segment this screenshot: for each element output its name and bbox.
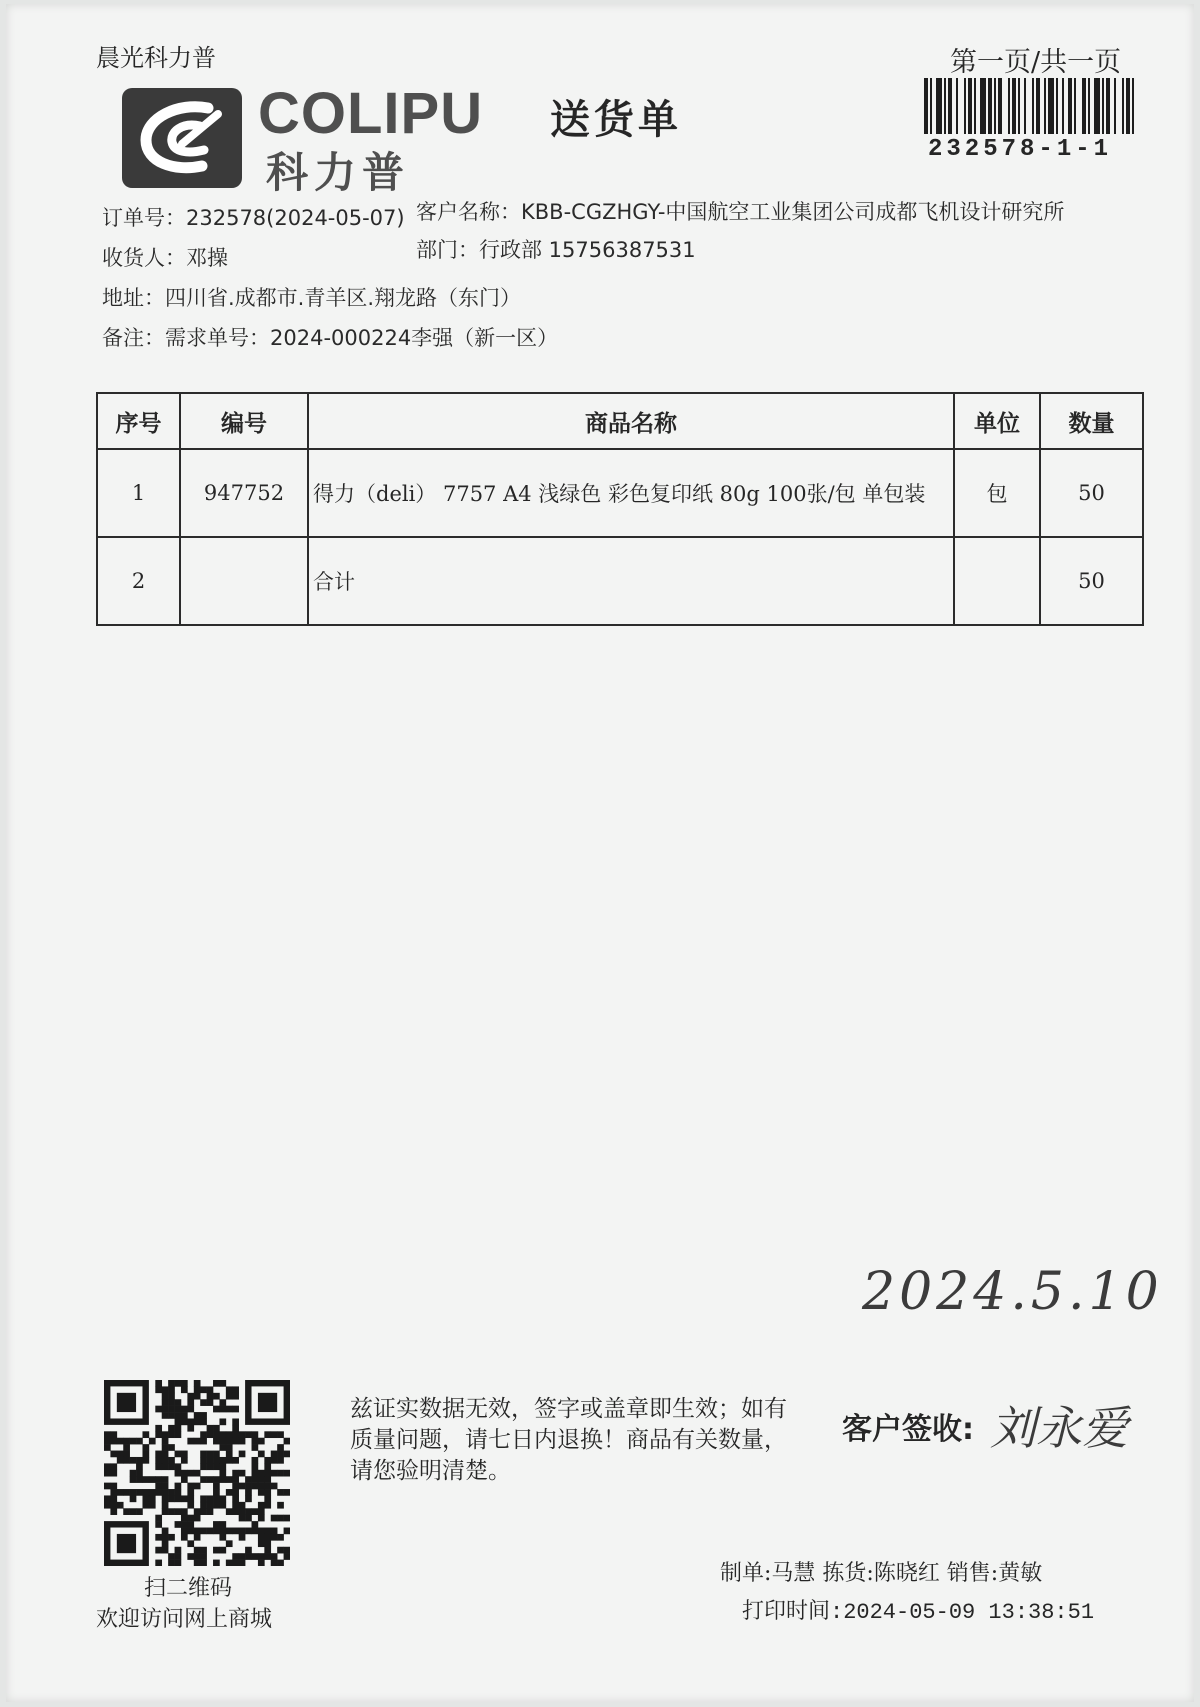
notice-text: 兹证实数据无效，签字或盖章即生效；如有质量问题，请七日内退换！商品有关数量，请您验明清楚。 (350, 1396, 787, 1484)
cell-quantity: 50 (1040, 449, 1143, 537)
cell-unit (954, 537, 1040, 625)
remark: 备注：需求单号：2024-000224李强（新一区） (102, 326, 559, 350)
qr-caption-mall: 欢迎访问网上商城 (96, 1607, 273, 1632)
qr-caption: 扫二维码 (144, 1576, 233, 1601)
customer-name: 客户名称：KBB-CGZHGY-中国航空工业集团公司成都飞机设计研究所 (416, 200, 1065, 224)
cell-quantity: 50 (1040, 537, 1143, 625)
header-seq: 序号 (97, 393, 180, 449)
header-product-name: 商品名称 (308, 393, 954, 449)
order-number: 订单号：232578(2024-05-07) (102, 206, 405, 230)
page-info: 第一页/共一页 (950, 47, 1122, 78)
items-table (96, 392, 1144, 626)
barcode-number: 232578-1-1 (928, 136, 1113, 163)
cell-seq: 1 (97, 449, 180, 537)
header-code: 编号 (180, 393, 308, 449)
cell-product-name: 得力（deli） 7757 A4 浅绿色 彩色复印纸 80g 100张/包 单包装 (308, 449, 954, 537)
cell-code (180, 537, 308, 625)
consignee: 收货人：邓操 (102, 246, 228, 270)
barcode (924, 78, 1138, 134)
logo-chinese: 科力普 (266, 148, 411, 197)
colipu-logo-icon (122, 88, 242, 188)
cell-code: 947752 (180, 449, 308, 537)
customer-signature-label: 客户签收: (842, 1412, 974, 1447)
department: 部门：行政部 15756387531 (416, 238, 696, 262)
qr-code (104, 1380, 290, 1566)
logo-english: COLIPU (258, 81, 484, 146)
print-time: 打印时间:2024-05-09 13:38:51 (742, 1600, 1095, 1625)
customer-signature: 刘永爱 (990, 1401, 1128, 1455)
table-header-row (97, 393, 1143, 449)
company-name-top: 晨光科力普 (96, 44, 216, 72)
cell-seq: 2 (97, 537, 180, 625)
cell-product-name: 合计 (308, 537, 954, 625)
header-unit: 单位 (954, 393, 1040, 449)
document-title: 送货单 (550, 97, 682, 143)
header-quantity: 数量 (1040, 393, 1143, 449)
table-row (97, 449, 1143, 537)
cell-unit: 包 (954, 449, 1040, 537)
address: 地址：四川省.成都市.青羊区.翔龙路（东门） (102, 286, 522, 310)
handwritten-date: 2024.5.10 (862, 1262, 1163, 1322)
table-row (97, 537, 1143, 625)
staff-info: 制单:马慧 拣货:陈晓红 销售:黄敏 (720, 1561, 1043, 1586)
